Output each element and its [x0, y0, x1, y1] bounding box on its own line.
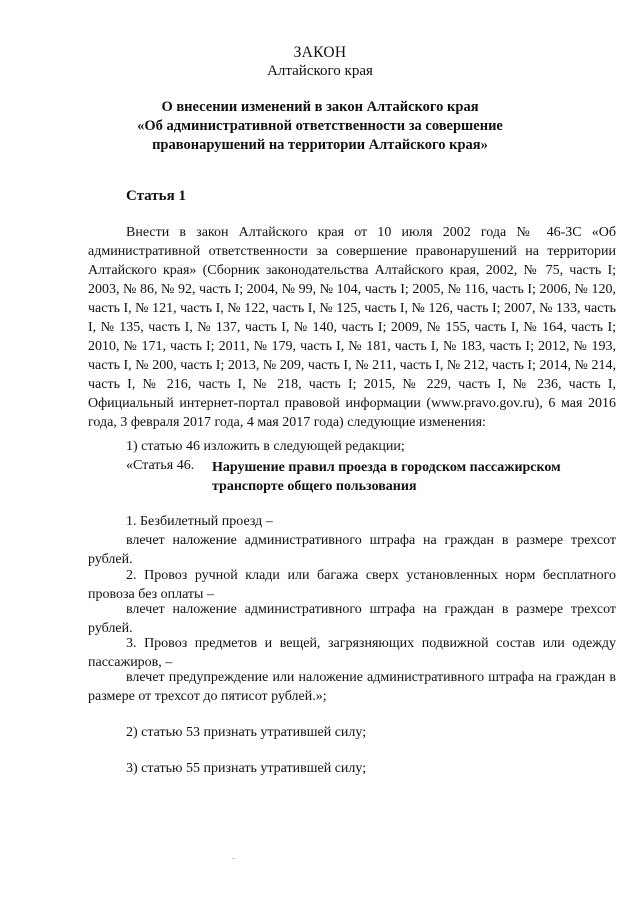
- document-region: Алтайского края: [267, 63, 373, 79]
- clause-3-sanction: влечет предупреждение или наложение административного штрафа на граждан в размере от трехсот до пятисот рублей.»;: [88, 670, 616, 704]
- clause-3: 3. Провоз предметов и вещей, загрязняющих подвижной состав или одежду пассажиров, –: [88, 636, 616, 670]
- clause-1-sanction: влечет наложение административного штрафа на граждан в размере трехсот рублей.: [88, 533, 616, 567]
- title-line: «Об административной ответственности за совершение: [137, 118, 503, 134]
- article-heading: Статья 1: [126, 188, 186, 204]
- title-line: О внесении изменений в закон Алтайского края: [161, 99, 479, 115]
- clause-2: 2. Провоз ручной клади или багажа сверх установленных норм бесплатного провоза без оплаты –: [88, 568, 616, 602]
- title-line: правонарушений на территории Алтайского края»: [152, 137, 488, 153]
- amendment-item-3: 3) статью 55 признать утратившей силу;: [126, 761, 367, 776]
- document-title: [0, 98, 640, 155]
- article-46-label: «Статья 46.: [126, 458, 195, 473]
- amendment-item-1: 1) статью 46 изложить в следующей редакции;: [126, 439, 405, 454]
- page-mark: [232, 858, 235, 859]
- article-intro: Внести в закон Алтайского края от 10 июля 2002 года № 46-ЗС «Об административной ответственности за совершение правонарушений на территории Алтайского края» (Сборник законодательства Алтайского края, 2002, № 75, часть I; 2003, № 86, № 92, часть I; 2004, № 99, № 104, часть I; 2005, № 116, часть I; 2006, № 120, часть I, № 121, часть I, № 122, часть I, № 125, часть I, № 126, часть I; 2007, № 133, часть I, № 135, часть I, № 137, часть I, № 140, часть I; 2009, № 155, часть I, № 164, часть I; 2010, № 171, часть I; 2011, № 179, часть I, № 181, часть I, № 183, часть I; 2012, № 193, часть I, № 200, часть I; 2013, № 209, часть I, № 211, часть I, № 212, часть I; 2014, № 214, часть I, № 216, часть I, № 218, часть I; 2015, № 229, часть I, № 236, часть I, Официальный интернет-портал правовой информации (www.pravo.gov.ru), 6 мая 2016 года, 3 февраля 2017 года, 4 мая 2017 года) следующие изменения:: [88, 225, 616, 430]
- clause-1: 1. Безбилетный проезд –: [126, 514, 273, 529]
- clause-2-sanction: влечет наложение административного штрафа на граждан в размере трехсот рублей.: [88, 602, 616, 636]
- amendment-item-2: 2) статью 53 признать утратившей силу;: [126, 725, 367, 740]
- article-46-title: Нарушение правил проезда в городском пассажирском транспорте общего пользования: [212, 460, 561, 494]
- document-type: ЗАКОН: [293, 44, 347, 61]
